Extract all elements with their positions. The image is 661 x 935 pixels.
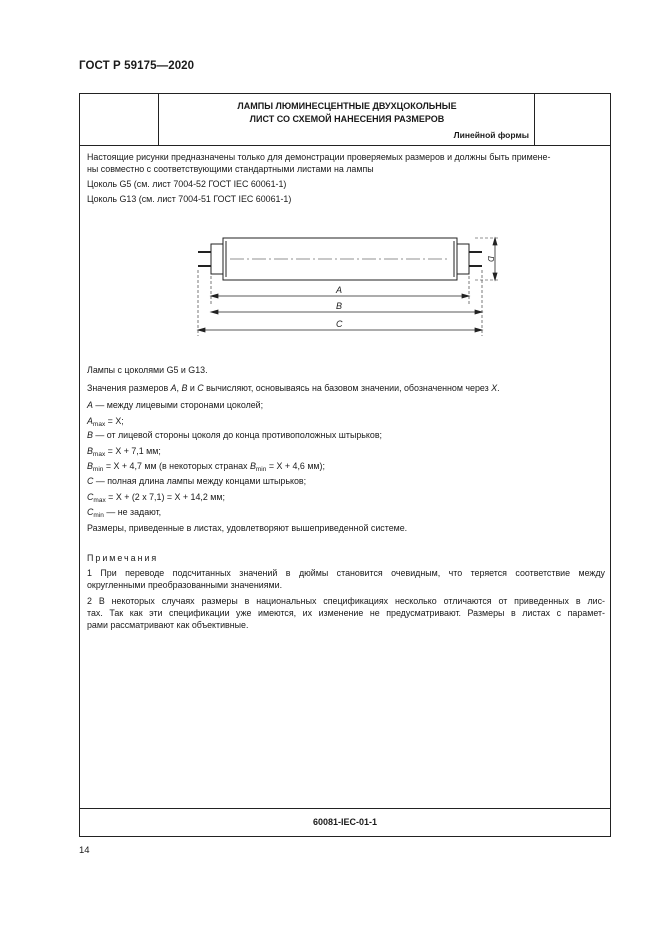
def-a: A — между лицевыми сторонами цоколей;	[87, 400, 264, 410]
def-c: C — полная длина лампы между концами штырьков;	[87, 476, 307, 486]
note2-line2: тах. Так как эти спецификации уже имеются, их изменение не предусматривают. Размеры в листах с парамет-	[87, 608, 605, 618]
note1-line2: округленными преобразованными значениями.	[87, 580, 283, 590]
lamp-tube	[211, 238, 469, 280]
note1-line1: 1 При переводе подсчитанных значений в дюймы становится очевидным, что теряется соответствие между	[87, 568, 605, 578]
header-subtitle: Линейной формы	[453, 130, 529, 140]
note2-line3: рами рассматривают как объективные.	[87, 620, 249, 630]
intro-line2: ны совместно с соответствующими стандартными листами на лампы	[87, 164, 374, 174]
def-a-max: $A_{max} = X$;	[87, 416, 124, 428]
dimension-label-c: C	[336, 319, 343, 329]
sheet-id: 60081-IEC-01-1	[312, 817, 378, 827]
caption-g13: Цоколь G13 (см. лист 7004-51 ГОСТ IEC 60061-1)	[87, 194, 292, 204]
def-b: B — от лицевой стороны цоколя до конца противоположных штырьков;	[87, 430, 383, 440]
lamp-dimension-drawing	[80, 94, 610, 354]
def-c-min: $C_{min}$ — не задают,	[87, 507, 162, 519]
lamps-caption: Лампы с цоколями G5 и G13.	[87, 365, 208, 375]
intro-line1: Настоящие рисунки предназначены только для демонстрации проверяемых размеров и должны быть примене-	[87, 152, 551, 162]
standard-sheet	[79, 93, 611, 837]
dimension-label-d: D	[486, 256, 495, 262]
def-b-max: $B_{max} = X + 7,1$ мм;	[87, 446, 161, 458]
sheet-footer	[80, 808, 610, 837]
caption-g5: Цоколь G5 (см. лист 7004-52 ГОСТ IEC 60061-1)	[87, 179, 287, 189]
notes-heading: Примечания	[87, 553, 159, 563]
dimension-label-b: B	[336, 301, 343, 311]
def-c-max: $C_{max} = X + (2$ x 7,1) = X + 14,2 мм;	[87, 492, 225, 504]
dimension-label-a: A	[336, 285, 343, 295]
header-title-line1: ЛАМПЫ ЛЮМИНЕСЦЕНТНЫЕ ДВУХЦОКОЛЬНЫЕ	[237, 101, 457, 111]
header-title-line2: ЛИСТ СО СХЕМОЙ НАНЕСЕНИЯ РАЗМЕРОВ	[249, 114, 445, 124]
page-number: 14	[79, 845, 90, 856]
def-b-min: $B_{min} = X + 4,7$ мм (в некоторых странах $B_{min} = X + 4,6$ мм);	[87, 461, 325, 473]
note2-line1: 2 В некоторых случаях размеры в национальных спецификациях несколько отличаются от приведенных в лис-	[87, 596, 605, 606]
system-statement: Размеры, приведенные в листах, удовлетворяют вышеприведенной системе.	[87, 523, 408, 533]
values-intro: Значения размеров A, B и C вычисляют, основываясь на базовом значении, обозначенном через X.	[87, 383, 500, 393]
document-code: ГОСТ Р 59175—2020	[79, 60, 195, 72]
